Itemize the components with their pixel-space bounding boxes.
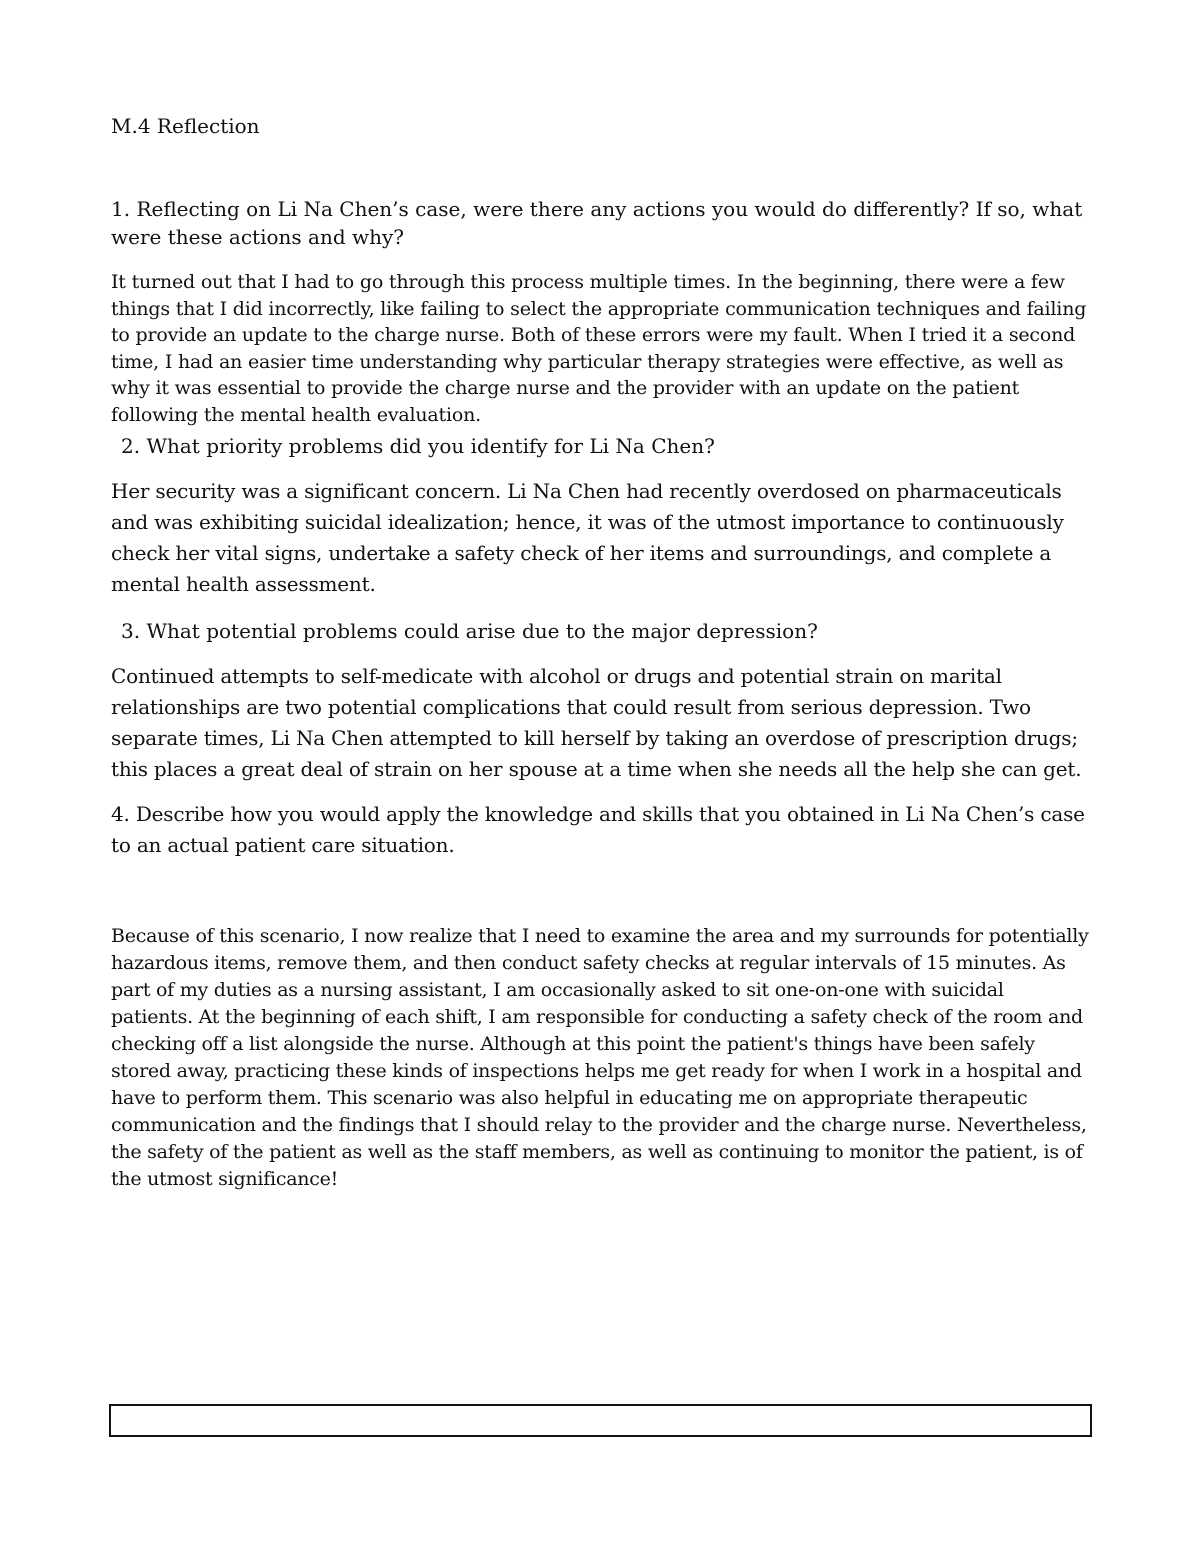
question-2: 2. What priority problems did you identify for Li Na Chen? — [121, 434, 715, 458]
question-3: 3. What potential problems could arise due to the major depression? — [121, 619, 818, 643]
answer-2: Her security was a significant concern. Li Na Chen had recently overdosed on pharmaceuticals and was exhibiting suicidal idealization; hence, it was of the utmost importance to continuously check her vital signs, undertake a safety check of her items and surroundings, and complete a mental health assessment. — [111, 479, 1064, 596]
answer-3: Continued attempts to self-medicate with alcohol or drugs and potential strain on marital relationships are two potential complications that could result from serious depression. Two separate times, Li Na Chen attempted to kill herself by taking an overdose of prescription drugs; this places a great deal of strain on her spouse at a time when she needs all the help she can get. — [111, 664, 1082, 781]
answer-4: Because of this scenario, I now realize that I need to examine the area and my surrounds for potentially hazardous items, remove them, and then conduct safety checks at regular intervals of 15 minutes. As part of my duties as a nursing assistant, I am occasionally asked to sit one-on-one with suicidal patients. At the beginning of each shift, I am responsible for conducting a safety check of the room and checking off a list alongside the nurse. Although at this point the patient's things have been safely stored away, practicing these kinds of inspections helps me get ready for when I work in a hospital and have to perform them. This scenario was also helpful in educating me on appropriate therapeutic communication and the findings that I should relay to the provider and the charge nurse. Nevertheless, the safety of the patient as well as the staff members, as well as continuing to monitor the patient, is of the utmost significance! — [111, 925, 1089, 1190]
question-4: 4. Describe how you would apply the knowledge and skills that you obtained in Li Na Chen’s case to an actual patient care situation. — [111, 802, 1085, 857]
footer-box — [109, 1404, 1092, 1437]
question-1: 1. Reflecting on Li Na Chen’s case, were there any actions you would do differently? If so, what were these actions and why? — [111, 197, 1083, 249]
answer-1: It turned out that I had to go through this process multiple times. In the beginning, there were a few things that I did incorrectly, like failing to select the appropriate communication techniques and failing to provide an update to the charge nurse. Both of these errors were my fault. When I tried it a second time, I had an easier time understanding why particular therapy strategies were effective, as well as why it was essential to provide the charge nurse and the provider with an update on the patient following the mental health evaluation. — [111, 271, 1087, 426]
document-page — [111, 112, 1091, 1193]
document-title: M.4 Reflection — [111, 114, 260, 138]
